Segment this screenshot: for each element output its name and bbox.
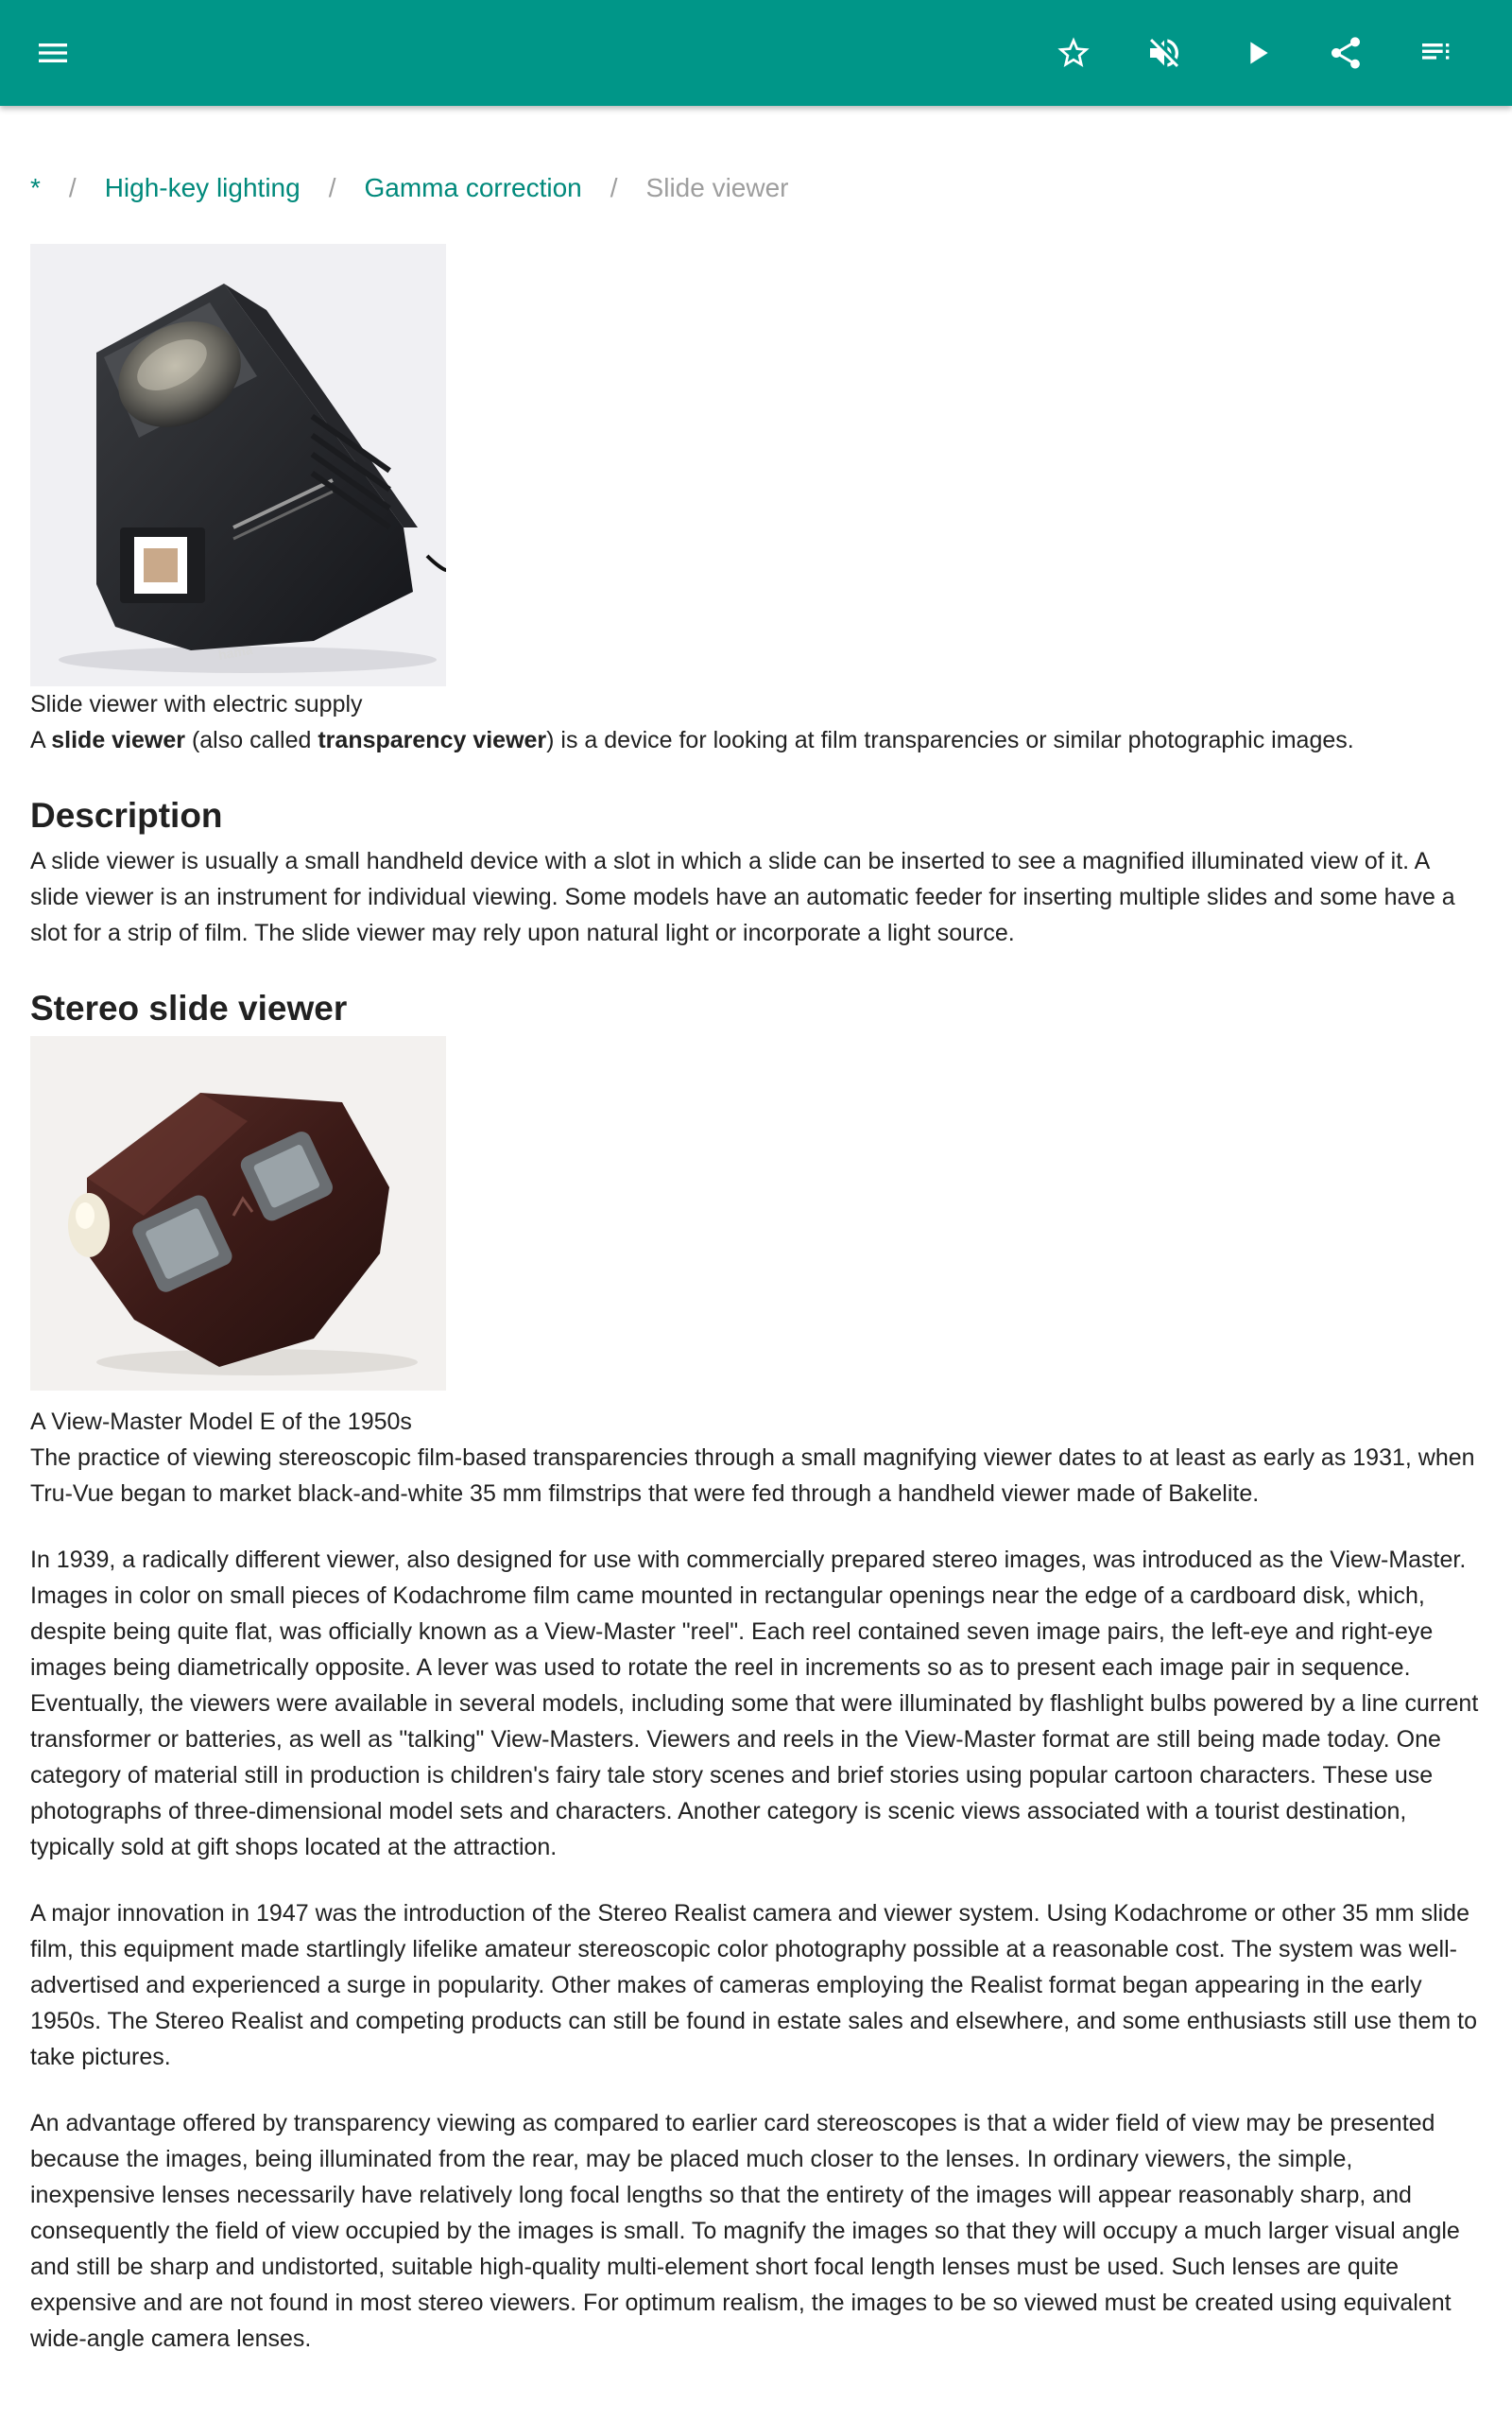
playlist-icon[interactable]	[1410, 26, 1463, 79]
menu-icon[interactable]	[26, 26, 79, 79]
section-heading-stereo-slide-viewer: Stereo slide viewer	[30, 989, 348, 1028]
share-icon[interactable]	[1319, 26, 1372, 79]
slide-viewer-image[interactable]	[30, 244, 446, 686]
figure-view-master	[30, 1036, 1482, 1440]
figure-caption: A View-Master Model E of the 1950s	[30, 1409, 412, 1435]
term-slide-viewer: slide viewer	[51, 727, 185, 753]
volume-off-icon[interactable]	[1138, 26, 1191, 79]
paragraph: The practice of viewing stereoscopic film-based transparencies through a small magnifying viewer dates to at least as early as 1931, when Tru-Vue began to market black-and-white 35 mm filmstrips that were fed through a handheld viewer made of Bakelite.	[30, 1444, 1475, 1507]
figure-caption: Slide viewer with electric supply	[30, 691, 363, 717]
section-heading-description: Description	[30, 796, 223, 835]
paragraph: A slide viewer is usually a small handheld device with a slot in which a slide can be inserted to see a magnified illuminated view of it. A slide viewer is an instrument for individual viewing. Some models have an automatic feeder for inserting multiple slides and some have a slot for a strip of film. The slide viewer may rely upon natural light or incorporate a light source.	[30, 848, 1455, 946]
paragraph: In 1939, a radically different viewer, also designed for use with commercially prepared stereo images, was introduced as the View-Master. Images in color on small pieces of Kodachrome film came mounted in rectangular openings near the edge of a cardboard disk, which, despite being quite flat, was officially known as a View-Master "reel". Each reel contained seven image pairs, the left-eye and right-eye images being diametrically opposite. A lever was used to rotate the reel in increments so as to present each image pair in sequence. Eventually, the viewers were available in several models, including some that were illuminated by flashlight bulbs powered by a line current transformer or batteries, as well as "talking" View-Masters. Viewers and reels in the View-Master format are still being made today. One category of material still in production is children's fairy tale story scenes and brief stories using popular cartoon characters. These use photographs of three-dimensional model sets and characters. Another category is scenic views associated with a tourist destination, typically sold at gift shops located at the attraction.	[30, 1547, 1479, 1860]
paragraph: An advantage offered by transparency viewing as compared to earlier card stereoscopes is that a wider field of view may be presented because the images, being illuminated from the rear, may be placed much closer to the lenses. In ordinary viewers, the simple, inexpensive lenses necessarily have relatively long focal lengths so that the entirety of the images will appear reasonably sharp, and consequently the field of view occupied by the images is small. To magnify the images so that they will occupy a much larger visual angle and still be sharp and undistorted, suitable high-quality multi-element short focal length lenses must be used. Such lenses are quite expensive and are not found in most stereo viewers. For optimum realism, the images to be so viewed must be created using equivalent wide-angle camera lenses.	[30, 2110, 1460, 2352]
paragraph: A major innovation in 1947 was the introduction of the Stereo Realist camera and viewer system. Using Kodachrome or other 35 mm slide film, this equipment made startlingly lifelike amateur stereoscopic color photography possible at a reasonable cost. The system was well-advertised and experienced a surge in popularity. Other makes of cameras employing the Realist format began appearing in the early 1950s. The Stereo Realist and competing products can still be found in estate sales and elsewhere, and some enthusiasts still use them to take pictures.	[30, 1900, 1477, 2070]
breadcrumb-separator: /	[328, 173, 336, 202]
breadcrumb-link-gamma-correction[interactable]: Gamma correction	[364, 173, 582, 202]
app-bar	[0, 0, 1512, 106]
breadcrumb-current: Slide viewer	[645, 173, 789, 202]
breadcrumb	[30, 164, 789, 212]
breadcrumb-link-home[interactable]: *	[30, 173, 41, 202]
term-transparency-viewer: transparency viewer	[318, 727, 547, 753]
article-content	[30, 244, 1482, 2357]
breadcrumb-separator: /	[68, 173, 77, 202]
breadcrumb-separator: /	[610, 173, 618, 202]
play-icon[interactable]	[1230, 26, 1283, 79]
breadcrumb-link-high-key-lighting[interactable]: High-key lighting	[104, 173, 301, 202]
view-master-image[interactable]	[30, 1036, 446, 1391]
figure-slide-viewer	[30, 244, 1482, 722]
star-outline-icon[interactable]	[1047, 26, 1100, 79]
brand-logo-text: hama	[216, 641, 254, 663]
intro-paragraph: A slide viewer (also called transparency viewer) is a device for looking at film transparencies or similar photographic images.	[30, 727, 1354, 753]
